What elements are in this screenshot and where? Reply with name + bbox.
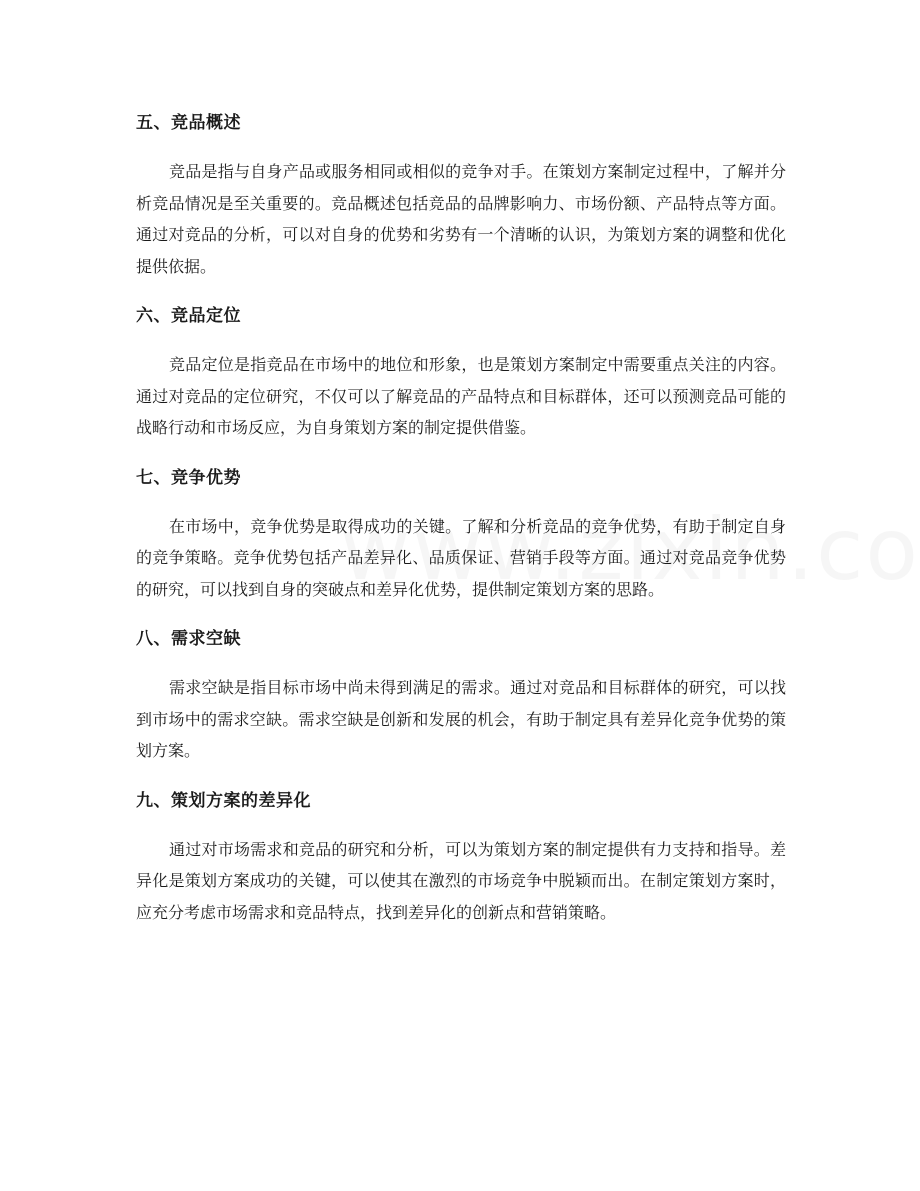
- section-paragraph: 竞品定位是指竞品在市场中的地位和形象，也是策划方案制定中需要重点关注的内容。通过对竞品的定位研究，不仅可以了解竞品的产品特点和目标群体，还可以预测竞品可能的战略行动和市场反应，为自身策划方案的制定提供借鉴。: [136, 355, 786, 437]
- section-competitive-advantage: [136, 459, 786, 606]
- section-heading: 六、竞品定位: [136, 306, 241, 326]
- section-heading: 七、竞争优势: [136, 467, 241, 488]
- section-heading: 八、需求空缺: [136, 629, 241, 649]
- document-body: [136, 104, 786, 943]
- section-heading: 五、竞品概述: [136, 113, 241, 133]
- section-plan-differentiation: [136, 782, 786, 929]
- section-demand-gap: [136, 620, 786, 767]
- section-paragraph: 竞品是指与自身产品或服务相同或相似的竞争对手。在策划方案制定过程中，了解并分析竞品情况是至关重要的。竞品概述包括竞品的品牌影响力、市场份额、产品特点等方面。通过对竞品的分析，可以对自身的优势和劣势有一个清晰的认识，为策划方案的调整和优化提供依据。: [136, 162, 786, 276]
- section-competitor-positioning: [136, 297, 786, 444]
- section-competitor-overview: [136, 104, 786, 282]
- section-paragraph: 需求空缺是指目标市场中尚未得到满足的需求。通过对竞品和目标群体的研究，可以找到市场中的需求空缺。需求空缺是创新和发展的机会，有助于制定具有差异化竞争优势的策划方案。: [136, 678, 786, 760]
- section-heading: 九、策划方案的差异化: [136, 790, 311, 811]
- section-paragraph: 通过对市场需求和竞品的研究和分析，可以为策划方案的制定提供有力支持和指导。差异化是策划方案成功的关键，可以使其在激烈的市场竞争中脱颖而出。在制定策划方案时，应充分考虑市场需求和竞品特点，找到差异化的创新点和营销策略。: [136, 839, 786, 922]
- section-paragraph: 在市场中，竞争优势是取得成功的关键。了解和分析竞品的竞争优势，有助于制定自身的竞争策略。竞争优势包括产品差异化、品质保证、营销手段等方面。通过对竞品竞争优势的研究，可以找到自身的突破点和差异化优势，提供制定策划方案的思路。: [136, 516, 786, 599]
